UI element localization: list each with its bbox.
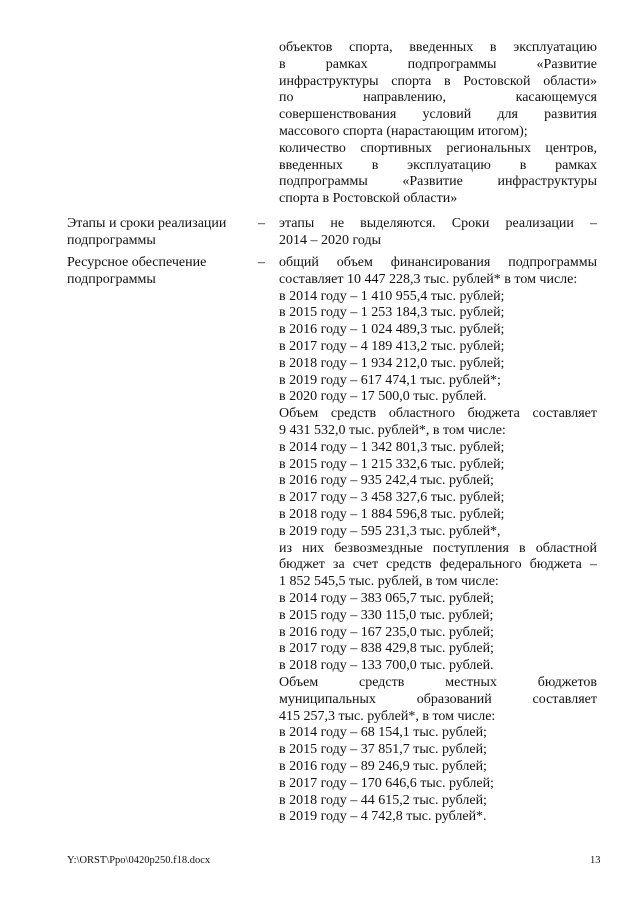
page-number: 13 [590, 855, 601, 866]
text-line: в 2017 году – 838 429,8 тыс. рублей; [279, 641, 494, 657]
text-line: в 2019 году – 4 742,8 тыс. рублей*. [279, 809, 487, 825]
text-line: общий объем финансирования подпрограммы [279, 255, 597, 270]
stages-label [67, 216, 255, 250]
text-line: совершенствования условий для развития [279, 107, 597, 123]
text-line: в 2014 году – 68 154,1 тыс. рублей; [279, 725, 487, 741]
dash-separator: – [258, 255, 265, 270]
text-line: в 2019 году – 595 231,3 тыс. рублей*, [279, 523, 501, 539]
label-line: Этапы и сроки реализации [67, 216, 227, 231]
text-line: объектов спорта, введенных в эксплуатацию [279, 40, 597, 55]
text-line: 1 852 545,5 тыс. рублей, в том числе: [279, 574, 499, 590]
text-line: массового спорта (нарастающим итогом); [279, 123, 528, 139]
text-line: в рамках подпрограммы «Развитие [279, 56, 597, 72]
text-line: в 2014 году – 1 410 955,4 тыс. рублей; [279, 288, 505, 304]
label-line: подпрограммы [67, 271, 156, 287]
text-line: в 2018 году – 44 615,2 тыс. рублей; [279, 792, 487, 808]
dash-separator: – [258, 216, 265, 231]
footer-file-path: Y:\ORST\Ppo\0420p250.f18.docx [67, 855, 211, 866]
text-line: в 2019 году – 617 474,1 тыс. рублей*; [279, 372, 501, 388]
text-line: в 2014 году – 1 342 801,3 тыс. рублей; [279, 439, 505, 455]
text-line: в 2017 году – 4 189 413,2 тыс. рублей; [279, 338, 505, 354]
text-line: в 2018 году – 1 884 596,8 тыс. рублей; [279, 506, 505, 522]
text-line: в 2018 году – 133 700,0 тыс. рублей. [279, 658, 494, 674]
text-line: из них безвозмездные поступления в областной [279, 540, 597, 556]
text-line: в 2015 году – 1 215 332,6 тыс. рублей; [279, 456, 505, 472]
text-line: в 2015 году – 37 851,7 тыс. рублей; [279, 742, 487, 758]
text-line: Объем средств областного бюджета составляет [279, 406, 597, 422]
text-line: 2014 – 2020 годы [279, 232, 382, 248]
text-line: в 2017 году – 3 458 327,6 тыс. рублей; [279, 490, 505, 506]
text-line: в 2017 году – 170 646,6 тыс. рублей; [279, 775, 494, 791]
text-line: в 2016 году – 167 235,0 тыс. рублей; [279, 624, 494, 640]
text-line: в 2016 году – 935 242,4 тыс. рублей; [279, 473, 494, 489]
text-line: в 2016 году – 89 246,9 тыс. рублей; [279, 758, 487, 774]
text-line: в 2020 году – 17 500,0 тыс. рублей. [279, 389, 487, 405]
text-line: составляет 10 447 228,3 тыс. рублей* в том числе: [279, 271, 578, 287]
text-line: подпрограммы «Развитие инфраструктуры [279, 174, 597, 190]
text-line: в 2015 году – 330 115,0 тыс. рублей; [279, 607, 494, 623]
resources-text [279, 255, 597, 826]
text-line: муниципальных образований составляет [279, 691, 597, 707]
text-line: в 2018 году – 1 934 212,0 тыс. рублей; [279, 355, 505, 371]
text-line: бюджет за счет средств федерального бюджета – [279, 557, 597, 573]
text-line: 9 431 532,0 тыс. рублей*, в том числе: [279, 422, 506, 438]
text-line: введенных в эксплуатацию в рамках [279, 157, 597, 173]
text-line: инфраструктуры спорта в Ростовской области» [279, 73, 597, 89]
text-line: количество спортивных региональных центров, [279, 140, 597, 156]
text-line: в 2016 году – 1 024 489,3 тыс. рублей; [279, 322, 505, 338]
label-line: подпрограммы [67, 232, 156, 248]
indicators-text [279, 40, 597, 208]
text-line: этапы не выделяются. Сроки реализации – [279, 216, 597, 231]
text-line: по направлению, касающемуся [279, 90, 597, 106]
text-line: в 2014 году – 383 065,7 тыс. рублей; [279, 590, 494, 606]
text-line: Объем средств местных бюджетов [279, 674, 597, 690]
text-line: спорта в Ростовской области» [279, 191, 458, 207]
text-line: 415 257,3 тыс. рублей*, в том числе: [279, 708, 496, 724]
resources-label [67, 255, 255, 289]
stages-text [279, 216, 597, 250]
label-line: Ресурсное обеспечение [67, 255, 207, 270]
text-line: в 2015 году – 1 253 184,3 тыс. рублей; [279, 305, 505, 321]
